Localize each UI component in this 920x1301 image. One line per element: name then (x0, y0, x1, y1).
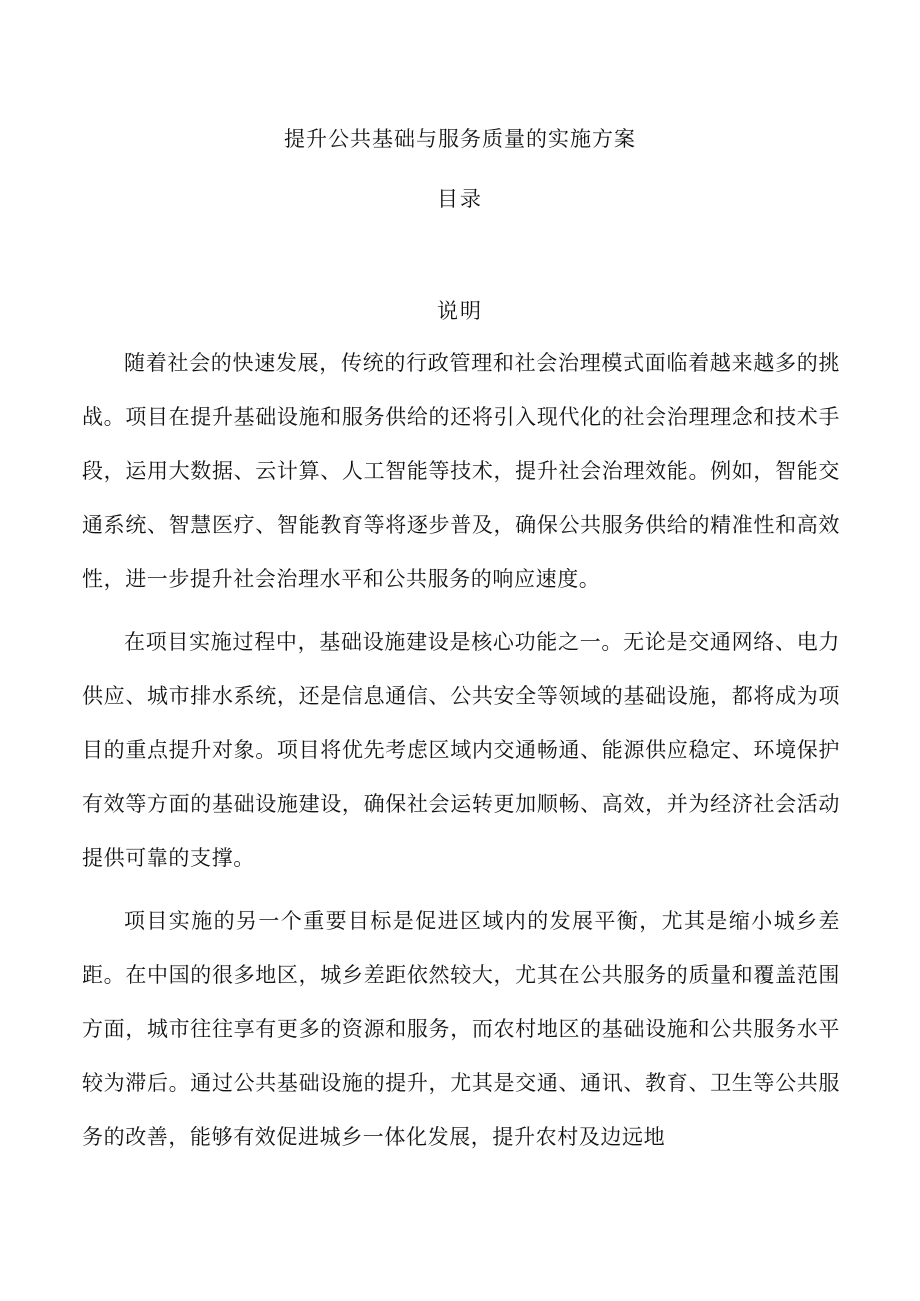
section-heading: 说明 (437, 299, 483, 323)
document-title: 提升公共基础与服务质量的实施方案 (284, 127, 636, 151)
toc-heading: 目录 (437, 187, 483, 211)
body-paragraph-3: 项目实施的另一个重要目标是促进区域内的发展平衡，尤其是缩小城乡差距。在中国的很多地区，城乡差距依然较大，尤其在公共服务的质量和覆盖范围方面，城市往往享有更多的资源和服务，而农村地区的基础设施和公共服务水平较为滞后。通过公共基础设施的提升，尤其是交通、通讯、教育、卫生等公共服务的改善，能够有效促进城乡一体化发展，提升农村及边远地 (82, 909, 840, 1149)
body-paragraph-2: 在项目实施过程中，基础设施建设是核心功能之一。无论是交通网络、电力供应、城市排水系统，还是信息通信、公共安全等领域的基础设施，都将成为项目的重点提升对象。项目将优先考虑区域内交通畅通、能源供应稳定、环境保护有效等方面的基础设施建设，确保社会运转更加顺畅、高效，并为经济社会活动提供可靠的支撑。 (82, 630, 840, 870)
body-paragraph-1: 随着社会的快速发展，传统的行政管理和社会治理模式面临着越来越多的挑战。项目在提升基础设施和服务供给的还将引入现代化的社会治理理念和技术手段，运用大数据、云计算、人工智能等技术，提升社会治理效能。例如，智能交通系统、智慧医疗、智能教育等将逐步普及，确保公共服务供给的精准性和高效性，进一步提升社会治理水平和公共服务的响应速度。 (82, 351, 840, 591)
